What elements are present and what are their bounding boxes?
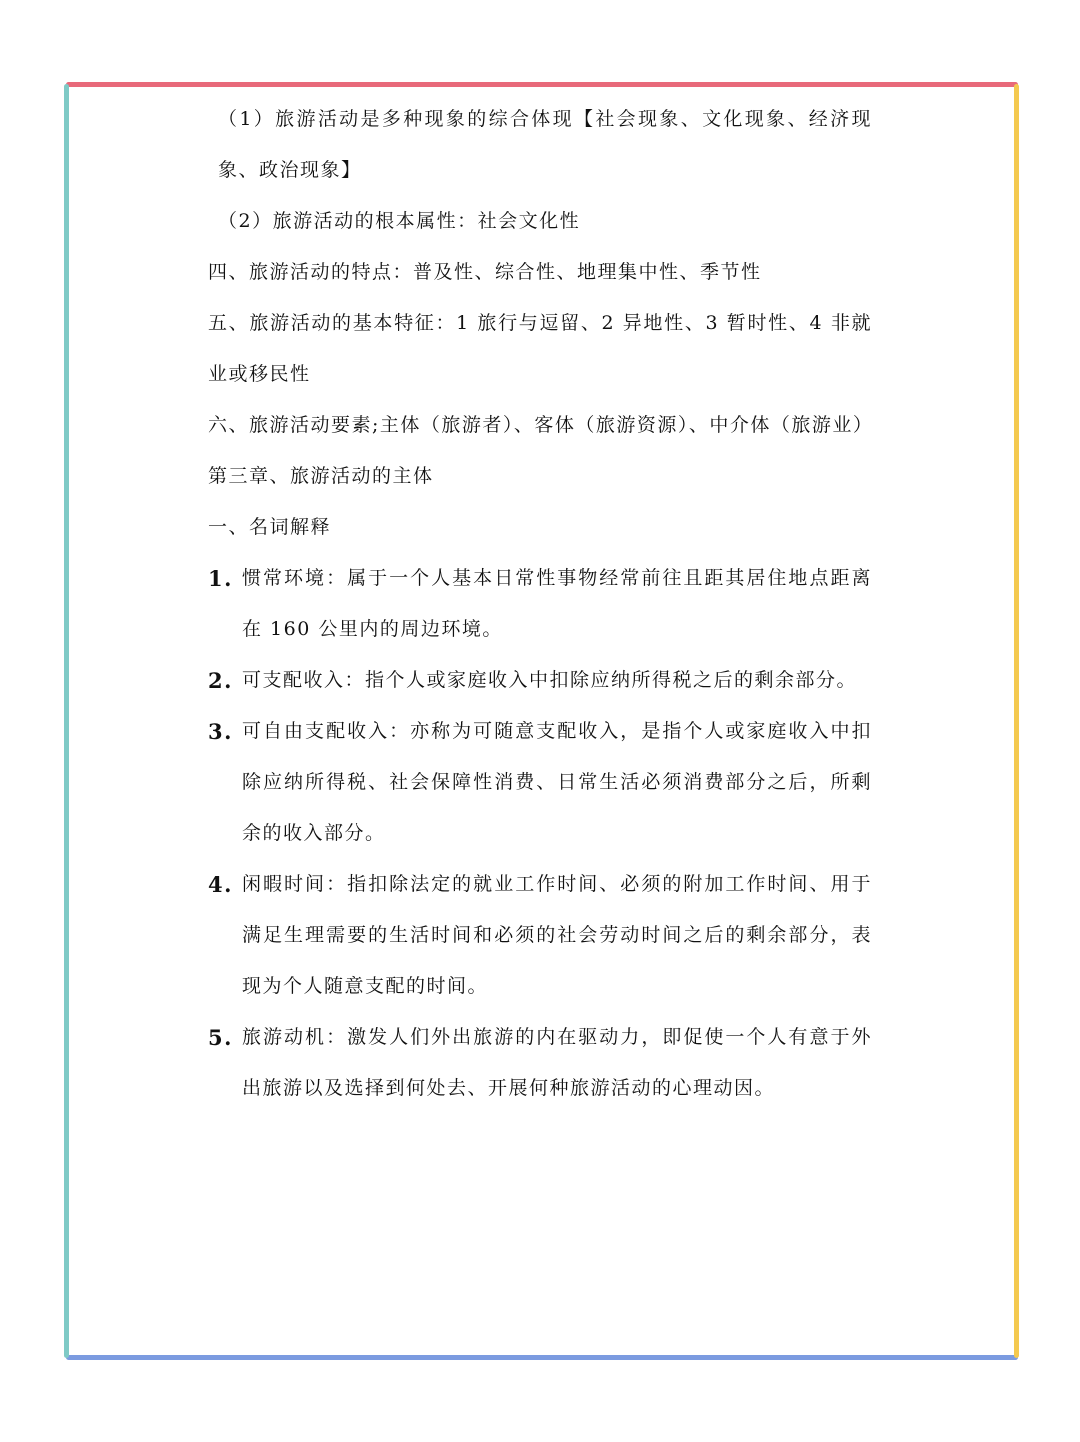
paragraph-fundamental-attribute: （2）旅游活动的根本属性：社会文化性 xyxy=(218,210,581,232)
definition-text: 可支配收入：指个人或家庭收入中扣除应纳所得税之后的剩余部分。 xyxy=(242,669,858,691)
paragraph-social-phenomena: （1）旅游活动是多种现象的综合体现【社会现象、文化现象、经济现象、政治现象】 xyxy=(218,108,872,181)
definition-item xyxy=(208,553,872,655)
definition-number: 2. xyxy=(208,668,233,693)
frame-border-bottom xyxy=(66,1355,1018,1360)
document-body xyxy=(208,94,872,1114)
section-heading-characteristics: 四、旅游活动的特点：普及性、综合性、地理集中性、季节性 xyxy=(208,261,762,283)
definition-item xyxy=(208,1012,872,1114)
frame-border-right xyxy=(1014,84,1019,1358)
frame-border-top xyxy=(66,82,1018,87)
definition-number: 1. xyxy=(208,566,233,591)
chapter-heading: 第三章、旅游活动的主体 xyxy=(208,465,434,487)
definition-item xyxy=(208,655,872,706)
definition-text: 惯常环境：属于一个人基本日常性事物经常前往且距其居住地点距离在 160 公里内的周边环境。 xyxy=(242,567,872,640)
definition-text: 闲暇时间：指扣除法定的就业工作时间、必须的附加工作时间、用于满足生理需要的生活时间和必须的社会劳动时间之后的剩余部分，表现为个人随意支配的时间。 xyxy=(242,873,872,997)
frame-border-left xyxy=(64,84,69,1358)
definition-text: 旅游动机：激发人们外出旅游的内在驱动力，即促使一个人有意于外出旅游以及选择到何处去、开展何种旅游活动的心理动因。 xyxy=(242,1026,872,1099)
definition-number: 3. xyxy=(208,719,233,744)
definition-item xyxy=(208,706,872,859)
section-heading-basic-features: 五、旅游活动的基本特征：1 旅行与逗留、2 异地性、3 暂时性、4 非就业或移民性 xyxy=(208,312,872,385)
definition-number: 4. xyxy=(208,872,233,897)
section-heading-elements: 六、旅游活动要素;主体（旅游者）、客体（旅游资源）、中介体（旅游业） xyxy=(208,414,874,436)
section-heading-definitions: 一、名词解释 xyxy=(208,516,332,538)
definition-number: 5. xyxy=(208,1025,233,1050)
definition-item xyxy=(208,859,872,1012)
definition-text: 可自由支配收入：亦称为可随意支配收入，是指个人或家庭收入中扣除应纳所得税、社会保障性消费、日常生活必须消费部分之后，所剩余的收入部分。 xyxy=(242,720,872,844)
